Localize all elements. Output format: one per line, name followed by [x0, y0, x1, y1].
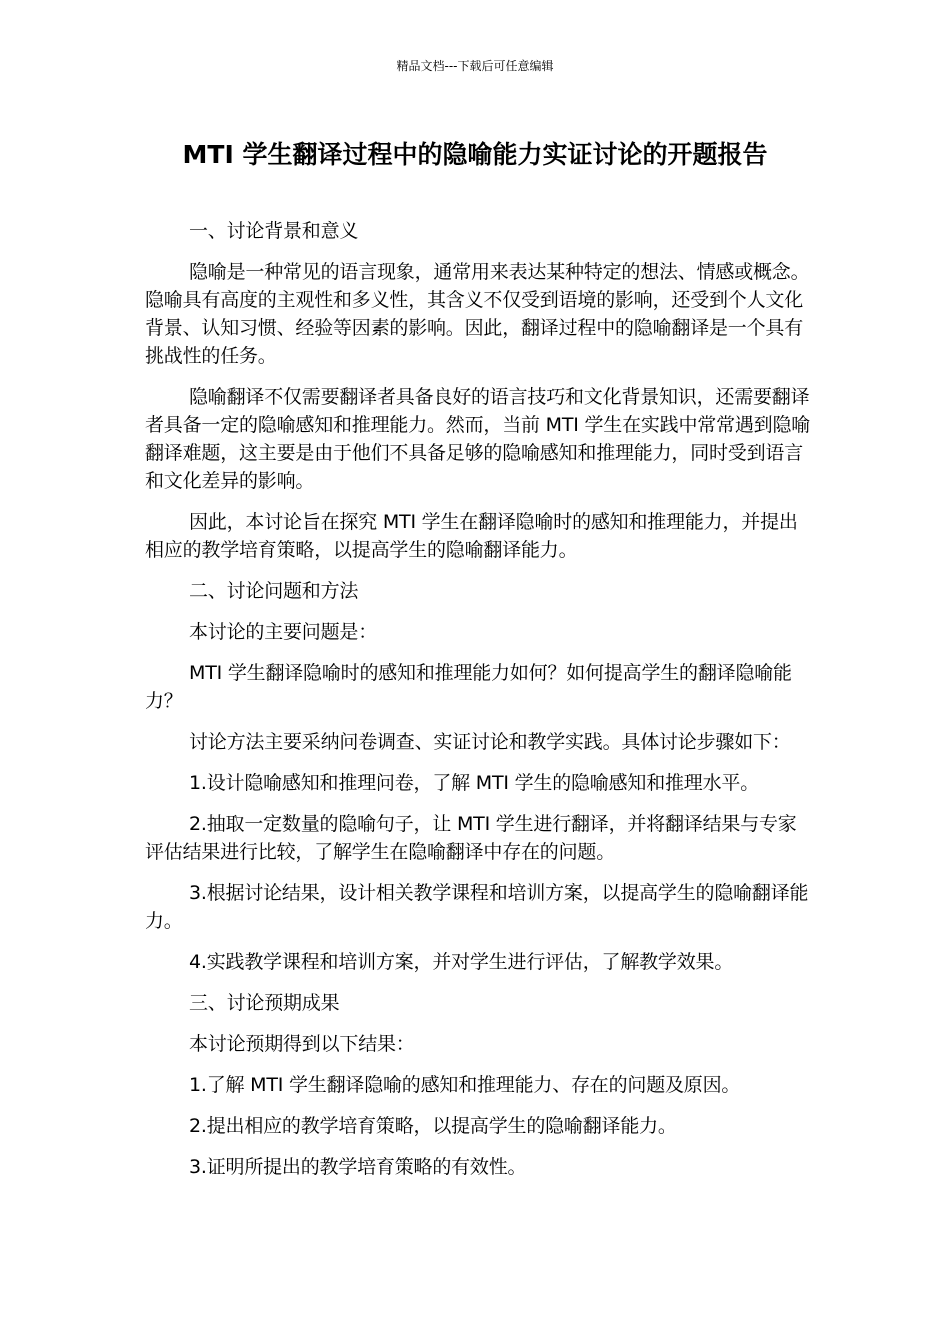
body-paragraph: 本讨论预期得到以下结果： [189, 1033, 415, 1055]
section-heading-2: 二、讨论问题和方法 [189, 580, 359, 602]
list-item: 2.提出相应的教学培育策略，以提高学生的隐喻翻译能力。 [189, 1115, 677, 1137]
section-heading-1: 一、讨论背景和意义 [189, 220, 359, 242]
list-item: 4.实践教学课程和培训方案，并对学生进行评估，了解教学效果。 [189, 951, 734, 973]
list-item: 3.证明所提出的教学培育策略的有效性。 [189, 1156, 527, 1178]
document-body [145, 217, 813, 1194]
document-title: MTI 学生翻译过程中的隐喻能力实证讨论的开题报告 [182, 140, 768, 169]
header-note: 精品文档---下载后可任意编辑 [396, 59, 554, 73]
body-paragraph: 隐喻翻译不仅需要翻译者具备良好的语言技巧和文化背景知识，还需要翻译者具备一定的隐喻感知和推理能力。然而，当前 MTI 学生在实践中常常遇到隐喻翻译难题，这主要是由于他们不具备足够的隐喻感知和推理能力，同时受到语言和文化差异的影响。 [145, 386, 811, 492]
body-paragraph: MTI 学生翻译隐喻时的感知和推理能力如何？如何提高学生的翻译隐喻能力？ [145, 662, 792, 712]
body-paragraph: 本讨论的主要问题是： [189, 621, 378, 643]
section-heading-3: 三、讨论预期成果 [189, 992, 340, 1014]
body-paragraph: 隐喻是一种常见的语言现象，通常用来表达某种特定的想法、情感或概念。隐喻具有高度的主观性和多义性，其含义不仅受到语境的影响，还受到个人文化背景、认知习惯、经验等因素的影响。因此，翻译过程中的隐喻翻译是一个具有挑战性的任务。 [145, 261, 810, 367]
body-paragraph: 因此，本讨论旨在探究 MTI 学生在翻译隐喻时的感知和推理能力，并提出相应的教学培育策略，以提高学生的隐喻翻译能力。 [145, 511, 798, 561]
body-paragraph: 讨论方法主要采纳问卷调查、实证讨论和教学实践。具体讨论步骤如下： [189, 731, 791, 753]
list-item: 3.根据讨论结果，设计相关教学课程和培训方案，以提高学生的隐喻翻译能力。 [145, 882, 809, 932]
list-item: 1.了解 MTI 学生翻译隐喻的感知和推理能力、存在的问题及原因。 [189, 1074, 741, 1096]
list-item: 1.设计隐喻感知和推理问卷，了解 MTI 学生的隐喻感知和推理水平。 [189, 772, 760, 794]
list-item: 2.抽取一定数量的隐喻句子，让 MTI 学生进行翻译，并将翻译结果与专家评估结果进行比较，了解学生在隐喻翻译中存在的问题。 [145, 813, 797, 863]
